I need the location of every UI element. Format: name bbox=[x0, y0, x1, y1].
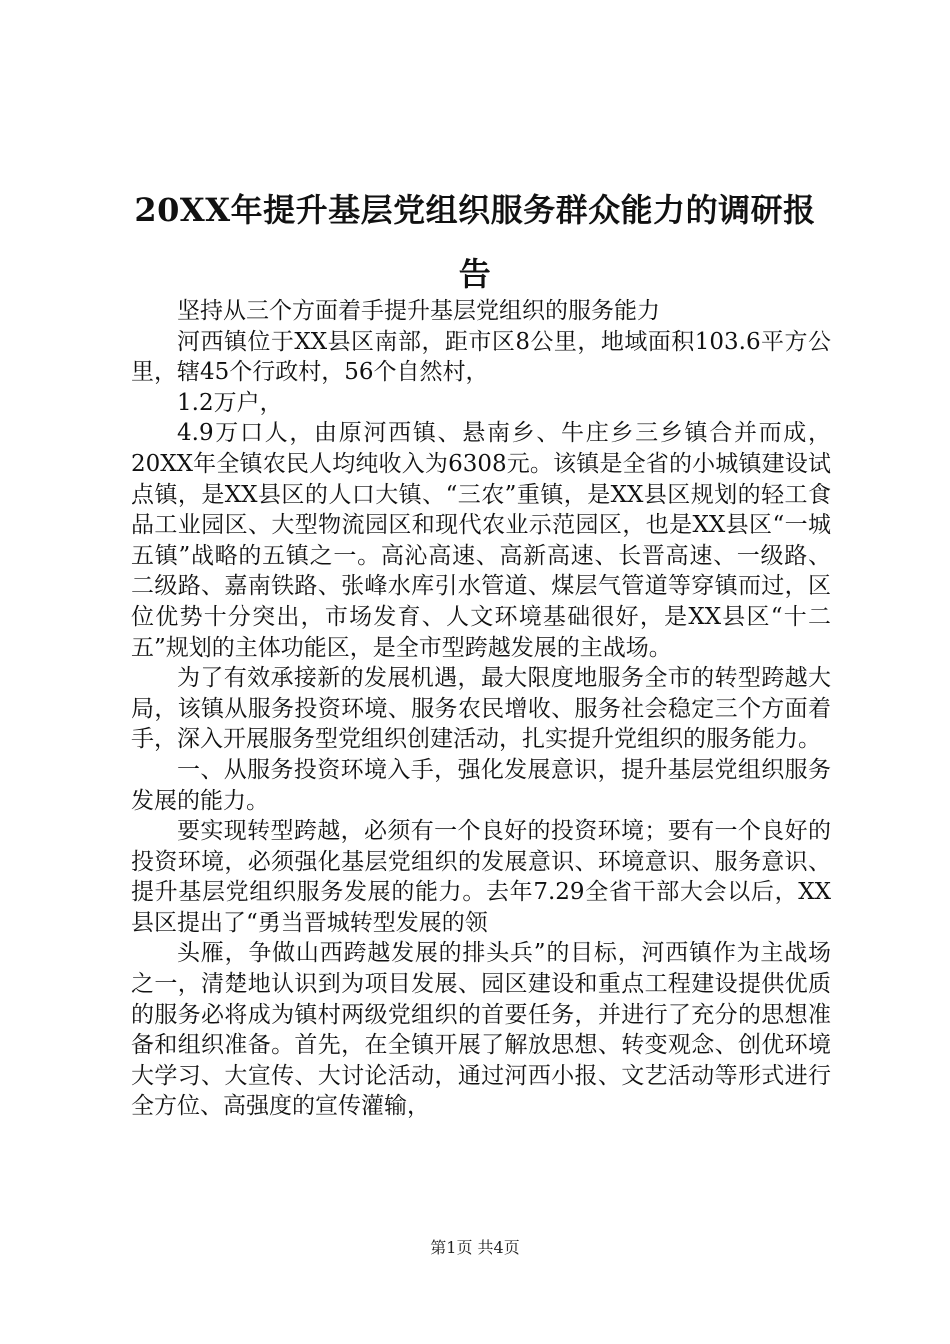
document-body bbox=[131, 296, 831, 1122]
paragraph-environment: 要实现转型跨越，必须有一个良好的投资环境；要有一个良好的投资环境，必须强化基层党组织的发展意识、环境意识、服务意识、提升基层党组织服务发展的能力。去年7.29全省干部大会以后，XX县区提出了“勇当晋城转型发展的领 bbox=[131, 818, 831, 936]
page-footer: 第1页 共4页 bbox=[430, 1238, 520, 1257]
paragraph-goal: 头雁，争做山西跨越发展的排头兵”的目标，河西镇作为主战场之一，清楚地认识到为项目发展、园区建设和重点工程建设提供优质的服务必将成为镇村两级党组织的首要任务，并进行了充分的思想准备和组织准备。首先，在全镇开展了解放思想、转变观念、创优环境大学习、大宣传、大讨论活动，通过河西小报、文艺活动等形式进行全方位、高强度的宣传灌输， bbox=[131, 940, 831, 1120]
paragraph-opportunity: 为了有效承接新的发展机遇，最大限度地服务全市的转型跨越大局，该镇从服务投资环境、服务农民增收、服务社会稳定三个方面着手，深入开展服务型党组织创建活动，扎实提升党组织的服务能力。 bbox=[131, 665, 831, 753]
document-title: 20XX年提升基层党组织服务群众能力的调研报告 bbox=[134, 191, 816, 293]
paragraph-population: 4.9万口人，由原河西镇、悬南乡、牛庄乡三乡镇合并而成，20XX年全镇农民人均纯收入为6308元。该镇是全省的小城镇建设试点镇，是XX县区的人口大镇、“三农”重镇，是XX县区规划的轻工食品工业园区、大型物流园区和现代农业示范园区，也是XX县区“一城五镇”战略的五镇之一。高沁高速、高新高速、长晋高速、一级路、二级路、嘉南铁路、张峰水库引水管道、煤层气管道等穿镇而过，区位优势十分突出，市场发育、人文环境基础很好，是XX县区“十二五”规划的主体功能区，是全市型跨越发展的主战场。 bbox=[131, 420, 831, 661]
paragraph-section-heading: 一、从服务投资环境入手，强化发展意识，提升基层党组织服务发展的能力。 bbox=[131, 756, 831, 814]
paragraph-households: 1.2万户， bbox=[177, 389, 283, 416]
paragraph-summary: 坚持从三个方面着手提升基层党组织的服务能力 bbox=[177, 298, 660, 324]
paragraph-location: 河西镇位于XX县区南部，距市区8公里，地域面积103.6平方公里，辖45个行政村，56个自然村， bbox=[131, 328, 831, 386]
